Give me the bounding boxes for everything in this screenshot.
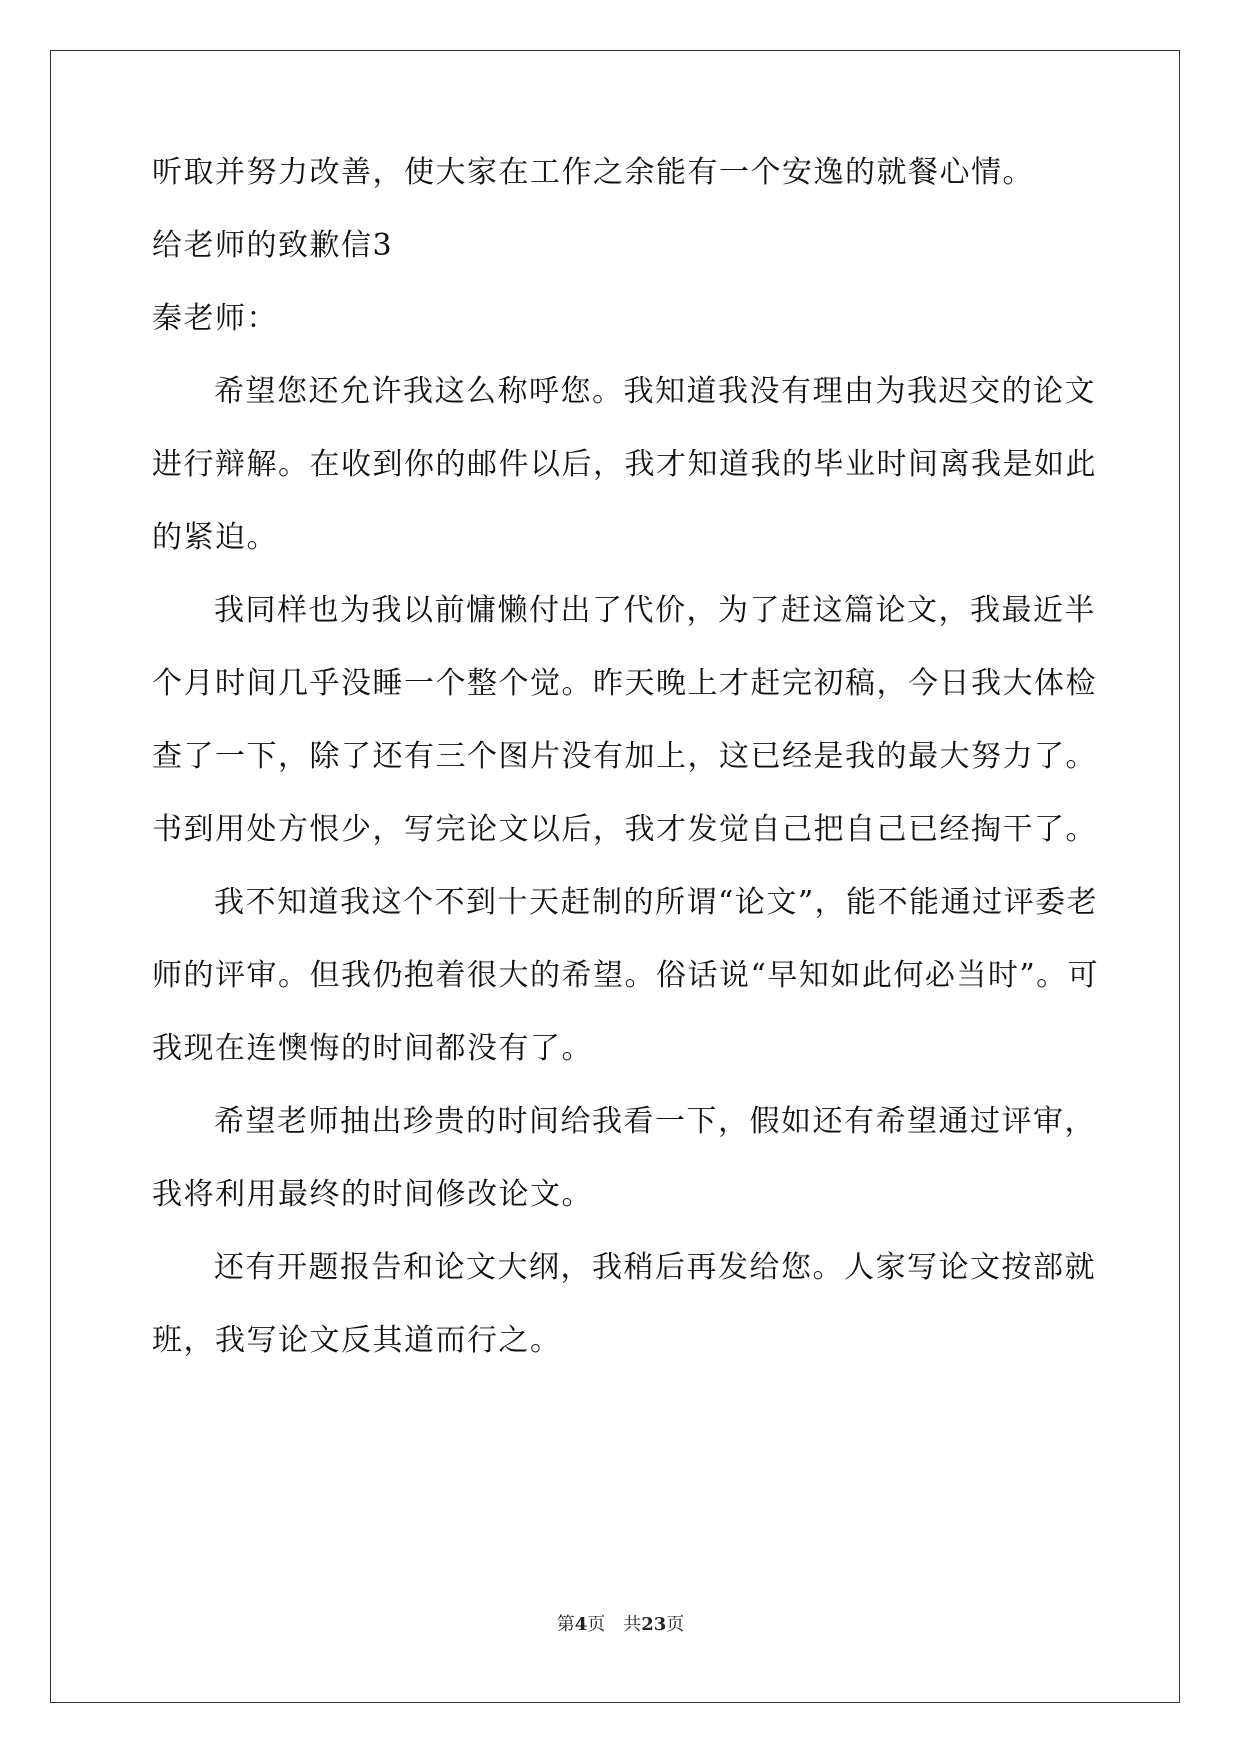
paragraph-line: 的紧迫。 [152,520,278,555]
paragraph-line: 希望老师抽出珍贵的时间给我看一下，假如还有希望通过评审， [214,1104,1096,1139]
paragraph-line: 个月时间几乎没睡一个整个觉。昨天晚上才赶完初稿，今日我大体检 [152,666,1097,701]
paragraph-line: 查了一下，除了还有三个图片没有加上，这已经是我的最大努力了。 [152,739,1097,774]
paragraph-line: 我现在连懊悔的时间都没有了。 [152,1031,593,1066]
paragraph-line: 我同样也为我以前慵懒付出了代价，为了赶这篇论文，我最近半 [214,593,1096,628]
footer-prefix: 第 [556,1614,575,1635]
section-heading: 给老师的致歉信3 [152,228,394,263]
page-border [50,50,1180,1703]
paragraph-line: 进行辩解。在收到你的邮件以后，我才知道我的毕业时间离我是如此 [152,447,1097,482]
paragraph-line: 希望您还允许我这么称呼您。我知道我没有理由为我迟交的论文 [214,374,1096,409]
footer-total-pages: 23 [641,1614,667,1635]
paragraph-line: 师的评审。但我仍抱着很大的希望。俗话说“早知如此何必当时”。可 [152,958,1100,993]
page-footer [0,1610,1241,1636]
footer-mid: 页 共 [587,1614,642,1635]
text-line: 听取并努力改善，使大家在工作之余能有一个安逸的就餐心情。 [152,155,1034,190]
footer-page-number: 4 [574,1614,588,1635]
salutation: 秦老师： [152,301,278,336]
paragraph-line: 还有开题报告和论文大纲，我稍后再发给您。人家写论文按部就 [214,1250,1096,1285]
footer-suffix: 页 [666,1614,685,1635]
paragraph-line: 我不知道我这个不到十天赶制的所谓“论文”，能不能通过评委老 [214,885,1099,920]
paragraph-line: 我将利用最终的时间修改论文。 [152,1177,593,1212]
paragraph-line: 书到用处方恨少，写完论文以后，我才发觉自己把自己已经掏干了。 [152,812,1097,847]
paragraph-line: 班，我写论文反其道而行之。 [152,1323,562,1358]
